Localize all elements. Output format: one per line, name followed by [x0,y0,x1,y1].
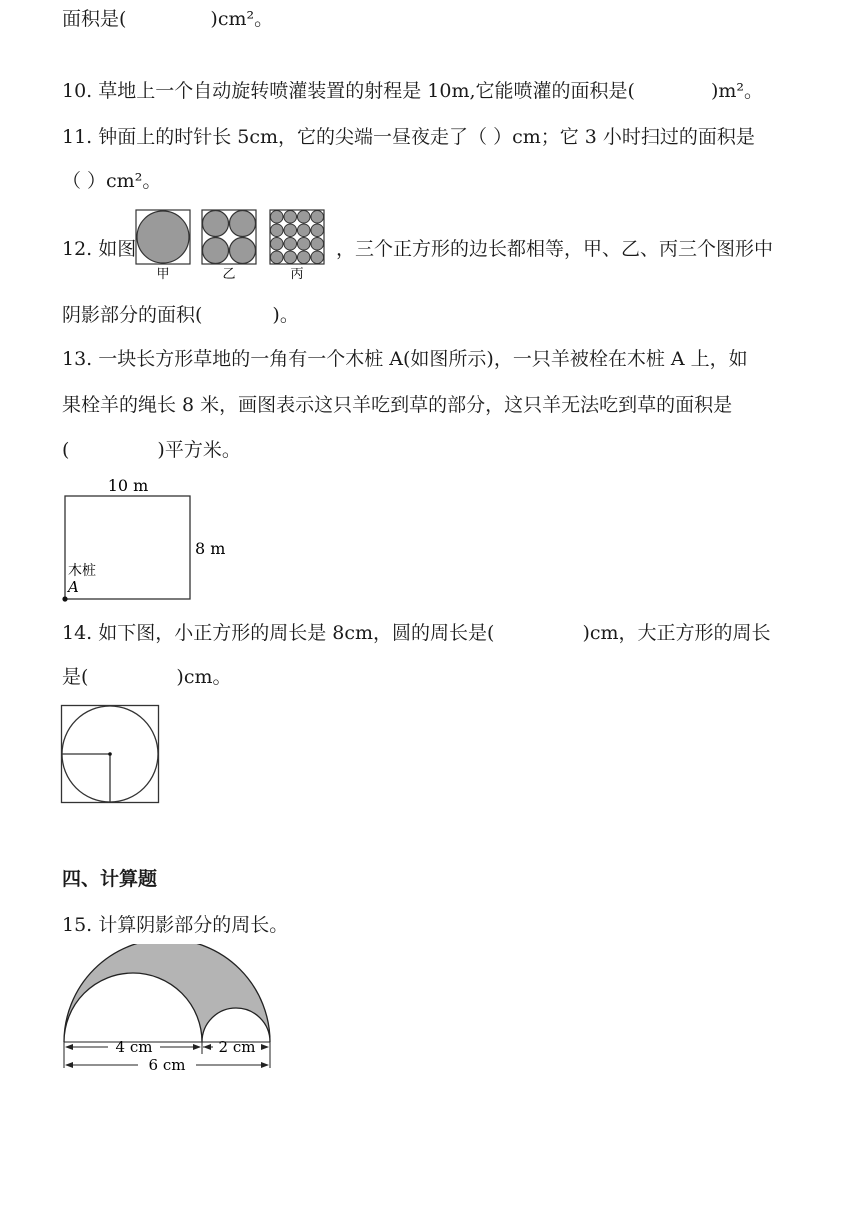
q12-line2 [62,302,299,328]
q11-line1: 11. 钟面上的时针长 5cm，它的尖端一昼夜走了（ ）cm；它 3 小时扫过的面积是 [62,126,755,148]
q11-line2: （ ）cm²。 [62,170,162,192]
q13-line1: 13. 一块长方形草地的一角有一个木桩 A(如图所示)，一只羊被栓在木桩 A 上，如 [62,348,748,370]
q9-text: 面积是( [62,8,127,30]
small-circle [270,251,283,264]
label-jia: 甲 [156,267,170,282]
q10-tail: )m²。 [710,80,763,102]
small-circle [284,251,297,264]
stake-point [62,596,67,601]
q14-line2-text: 是( [62,666,89,688]
q14-tail: )cm。 [176,666,232,688]
q13-line2: 果栓羊的绳长 8 米，画图表示这只羊吃到草的部分，这只羊无法吃到草的面积是 [62,394,733,416]
section-title: 四、计算题 [62,868,158,890]
q14-text: 14. 如下图，小正方形的周长是 8cm，圆的周长是( [62,622,495,644]
q10-line [62,78,763,104]
label-2cm: 2 cm [218,1038,256,1056]
q9-tail: )cm²。 [210,8,274,30]
small-square [62,754,110,802]
center-point [108,752,112,756]
q15-text: 15. 计算阴影部分的周长。 [62,914,289,936]
q13-figure [56,474,236,604]
q15-figure [56,944,280,1074]
small-circle [311,237,324,250]
grass-rectangle [65,496,190,599]
small-circle [311,210,324,223]
shaded-region [64,944,270,1042]
small-circle [297,224,310,237]
figure-yi [202,210,256,264]
q12-line2-text: 阴影部分的面积( [62,304,203,326]
label-stake: 木桩 [68,563,96,579]
small-circle [297,210,310,223]
label-bing: 丙 [290,267,304,282]
label-yi: 乙 [222,267,236,282]
q12-figure [134,208,330,282]
figure-jia [136,210,190,264]
q13-line3-text: ( [62,439,70,461]
small-circle [284,224,297,237]
small-circle [311,224,324,237]
q10-text: 10. 草地上一个自动旋转喷灌装置的射程是 10m,它能喷灌的面积是( [62,80,635,102]
figure-bing [270,210,324,264]
small-circle [297,237,310,250]
label-6cm: 6 cm [148,1056,186,1074]
small-circle [311,251,324,264]
small-circle [284,237,297,250]
small-circle [270,224,283,237]
q12-prefix: 12. 如图 [62,238,137,260]
q13-line3 [62,437,241,463]
small-circle [270,237,283,250]
q14-line2 [62,664,232,690]
small-circle [297,251,310,264]
q9-line [62,6,273,32]
label-10m: 10 m [107,476,149,495]
label-A: A [68,578,79,596]
q14-figure [60,704,162,806]
q12-tail: )。 [272,304,299,326]
small-circle [270,210,283,223]
small-circle [284,210,297,223]
q14-line1 [62,620,771,646]
label-4cm: 4 cm [115,1038,153,1056]
label-8m: 8 m [195,539,226,558]
q12-suffix: ，三个正方形的边长都相等，甲、乙、丙三个图形中 [336,238,774,260]
q13-tail: )平方米。 [157,439,241,461]
q14-mid: )cm，大正方形的周长 [582,622,771,644]
